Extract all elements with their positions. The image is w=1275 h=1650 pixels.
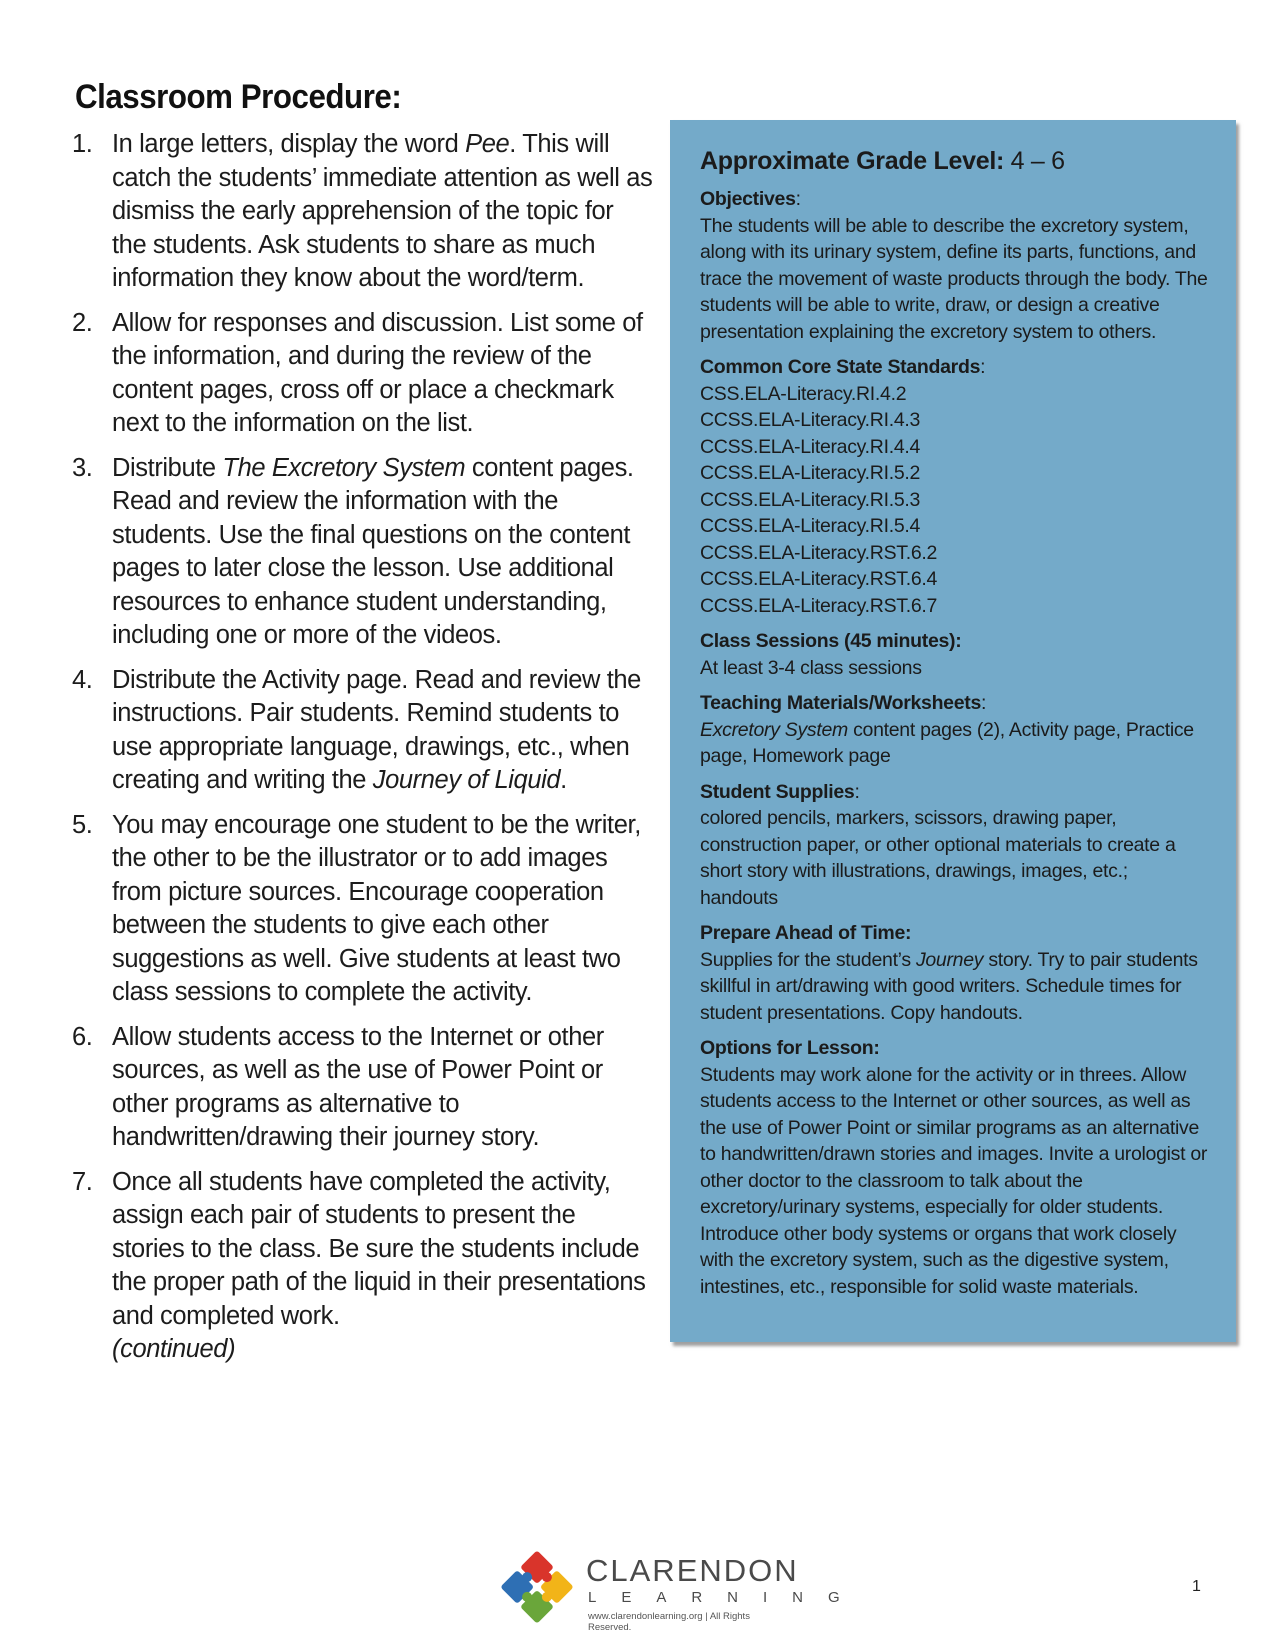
info-section-heading-row [700, 628, 1212, 655]
page-title: Classroom Procedure: [75, 78, 402, 116]
grade-level [700, 144, 1212, 178]
info-section-text [700, 566, 1212, 593]
text-run: CCSS.ELA-Literacy.RI.4.3 [700, 409, 921, 431]
text-run: CCSS.ELA-Literacy.RI.5.4 [700, 515, 921, 537]
text-run: colored pencils, markers, scissors, drawing paper, construction paper, or other optional materials to create a short story with illustrations, drawings, images, etc.; [700, 807, 1176, 882]
info-section-heading-row [700, 779, 1212, 806]
text-run: CCSS.ELA-Literacy.RI.4.4 [700, 435, 921, 458]
logo-copyright: www.clarendonlearning.org | All Rights Reserved. [588, 1611, 750, 1633]
info-section-text [700, 1062, 1212, 1301]
text-run: . [560, 766, 567, 794]
info-section-heading-row [700, 354, 1212, 381]
lesson-info-box [670, 120, 1236, 1342]
text-run: story. Try to pair students skillful in art/drawing with good writers. Schedule times for student presentations. Copy handouts. [700, 948, 1198, 1024]
step-text [112, 454, 634, 650]
info-section [700, 920, 1212, 1026]
info-section [700, 186, 1212, 345]
puzzle-logo-icon [492, 1547, 582, 1627]
text-run: CSS.ELA-Literacy.RI.4.2 [700, 382, 907, 405]
clarendon-logo [492, 1547, 865, 1633]
text-run: content pages. Read and review the information with the students. Use the final questions on the content pages to later close the lesson. Use additional resources to enhance student understanding, including one or more of the videos. [112, 453, 634, 649]
text-run: Allow students access to the Internet or other sources, as well as the use of Power Point or other programs as alternative to handwritten/drawing their journey story. [112, 1022, 604, 1151]
info-section-text [700, 487, 1212, 514]
info-section-heading-row [700, 690, 1212, 717]
step-text [112, 666, 641, 795]
text-run: CCSS.ELA-Literacy.RST.6.2 [700, 541, 938, 564]
text-run: Supplies for the student’s [700, 948, 916, 971]
procedure-step [72, 664, 654, 798]
info-section-text [700, 655, 1212, 682]
procedure-step [72, 128, 654, 296]
step-number: 3. [72, 453, 93, 482]
italic-text: Journey of Liquid [372, 766, 561, 794]
info-section-text [700, 381, 1212, 408]
info-section-heading: Objectives [700, 188, 796, 210]
heading-suffix: : [980, 356, 986, 378]
text-run: At least 3-4 class sessions [700, 656, 922, 679]
info-section-heading: Student Supplies [700, 780, 855, 803]
italic-text: Pee [465, 130, 510, 158]
step-text [112, 309, 643, 438]
text-run: CCSS.ELA-Literacy.RI.5.2 [700, 462, 921, 484]
info-section-heading: Options for Lesson: [700, 1037, 880, 1059]
procedure-step [72, 307, 654, 441]
text-run: CCSS.ELA-Literacy.RI.5.3 [700, 488, 921, 511]
procedure-step [72, 809, 654, 1010]
info-section-heading-row [700, 920, 1212, 947]
step-number: 1. [72, 130, 93, 158]
info-section [700, 690, 1212, 770]
info-section-text [700, 213, 1212, 346]
info-section-text [700, 885, 1212, 912]
step-number: 2. [72, 308, 93, 337]
text-run: . This will catch the students’ immediate attention as well as dismiss the early apprehension of the topic for the students. Ask students to share as much information they know about the word/term. [112, 130, 653, 292]
info-section-heading: Teaching Materials/Worksheets [700, 692, 982, 714]
info-section [700, 779, 1212, 912]
text-run: handouts [700, 886, 778, 909]
italic-text: The Excretory System [222, 453, 466, 482]
text-run: CCSS.ELA-Literacy.RST.6.4 [700, 568, 938, 590]
step-number: 6. [72, 1022, 93, 1051]
logo-brand-sub: LEARNING [588, 1589, 865, 1606]
info-section-text [700, 717, 1212, 770]
procedure-step [72, 1166, 654, 1367]
info-section-text [700, 947, 1212, 1027]
info-section-text [700, 593, 1212, 620]
info-section-heading-row [700, 186, 1212, 213]
procedure-step [72, 1021, 654, 1155]
info-sections [700, 186, 1212, 1300]
procedure-step [72, 452, 654, 653]
info-section-text [700, 407, 1212, 434]
info-section-heading-row [700, 1035, 1212, 1062]
step-text [112, 130, 652, 292]
heading-suffix: : [795, 188, 801, 210]
heading-suffix: : [854, 780, 860, 803]
info-section-text [700, 460, 1212, 487]
text-run: Once all students have completed the activity, assign each pair of students to present the stories to the class. Be sure the students include the proper path of the liquid in their presentations and completed work. [112, 1167, 646, 1330]
info-section-heading: Prepare Ahead of Time: [700, 922, 912, 944]
text-run: Allow for responses and discussion. List some of the information, and during the review of the content pages, cross off or place a checkmark next to the information on the list. [112, 308, 643, 437]
text-run: Distribute the Activity page. Read and review the instructions. Pair students. Remind students to use appropriate language, drawings, etc., when creating and writing the [112, 665, 641, 794]
step-number: 7. [72, 1167, 93, 1196]
grade-level-label: Approximate Grade Level: [700, 147, 1005, 175]
italic-text: Excretory System [700, 718, 848, 741]
step-text [112, 1168, 645, 1330]
text-run: The students will be able to describe the excretory system, along with its urinary system, define its parts, functions, and trace the movement of waste products through the body. The students will be able to write, draw, or design a creative presentation explaining the excretory system to others. [700, 214, 1208, 343]
info-section [700, 1035, 1212, 1300]
page-number: 1 [1192, 1578, 1201, 1595]
italic-text: Journey [915, 948, 984, 971]
step-number: 4. [72, 665, 93, 694]
step-text [112, 1023, 604, 1152]
info-section [700, 628, 1212, 681]
heading-suffix: : [981, 692, 987, 714]
logo-brand-name: CLARENDON [586, 1553, 799, 1588]
text-run: In large letters, display the word [112, 130, 466, 158]
continued-note: (continued) [112, 1335, 236, 1363]
grade-level-value: 4 – 6 [1010, 147, 1065, 175]
info-section [700, 354, 1212, 619]
text-run: CCSS.ELA-Literacy.RST.6.7 [700, 594, 938, 617]
info-section-text [700, 434, 1212, 461]
info-section-text [700, 805, 1212, 885]
text-run: Distribute [112, 453, 223, 482]
text-run: Students may work alone for the activity or in threes. Allow students access to the Internet or other sources, as well as the use of Power Point or similar programs as an alternative to handwritten/drawn stories and images. Invite a urologist or other doctor to the classroom to talk about the excretory/urinary systems, especially for older students. Introduce other body systems or organs that work closely with the excretory system, such as the digestive system, intestines, etc., responsible for solid waste materials. [700, 1063, 1208, 1298]
info-section-text [700, 513, 1212, 540]
info-section-heading: Class Sessions (45 minutes): [700, 630, 962, 652]
info-section-heading: Common Core State Standards [700, 356, 981, 378]
text-run: You may encourage one student to be the writer, the other to be the illustrator or to add images from picture sources. Encourage cooperation between the students to give each other suggestions as well. Give students at least two class sessions to complete the activity. [112, 810, 641, 1006]
info-section-text [700, 540, 1212, 567]
step-text [112, 811, 641, 1007]
text-run: content pages (2), Activity page, Practice page, Homework page [700, 718, 1194, 767]
step-number: 5. [72, 810, 93, 839]
procedure-list [72, 128, 654, 1378]
